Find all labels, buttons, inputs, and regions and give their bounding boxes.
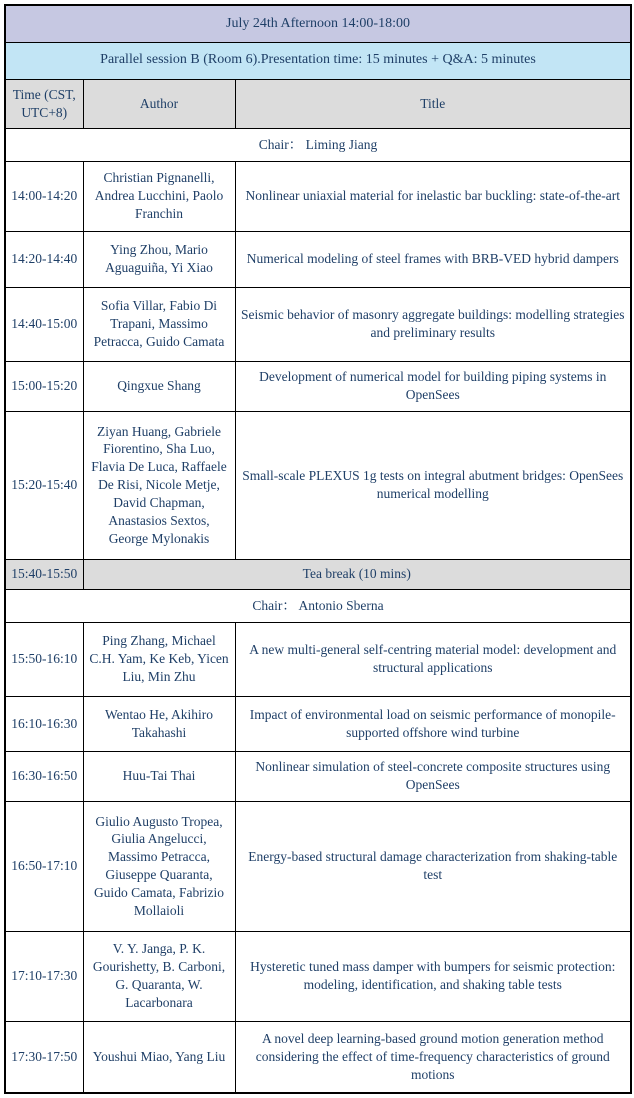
time-cell: 16:30-16:50: [5, 751, 83, 801]
author-cell: Christian Pignanelli, Andrea Lucchini, Paolo Franchin: [83, 161, 235, 231]
title-cell: Seismic behavior of masonry aggregate buildings: modelling strategies and preliminary results: [235, 287, 631, 361]
tea-break-row: [5, 559, 631, 589]
presentation-row: [5, 801, 631, 931]
presentation-row: [5, 751, 631, 801]
time-cell: 14:20-14:40: [5, 231, 83, 287]
column-header-author: Author: [83, 79, 235, 128]
tea-break-time: 15:40-15:50: [5, 559, 83, 589]
chair-row-2: [5, 589, 631, 622]
presentation-row: [5, 231, 631, 287]
title-cell: A novel deep learning-based ground motion generation method considering the effect of time-frequency characteristics of ground motions: [235, 1021, 631, 1093]
title-cell: Numerical modeling of steel frames with BRB-VED hybrid dampers: [235, 231, 631, 287]
column-header-time: Time (CST, UTC+8): [5, 79, 83, 128]
column-header-row: [5, 79, 631, 128]
presentation-row: [5, 161, 631, 231]
presentation-row: [5, 622, 631, 696]
chair-name-1: Chair： Liming Jiang: [5, 128, 631, 161]
banner-row: [5, 5, 631, 42]
session-date-title: July 24th Afternoon 14:00-18:00: [5, 5, 631, 42]
time-cell: 17:10-17:30: [5, 931, 83, 1021]
presentation-row: [5, 931, 631, 1021]
tea-break-label: Tea break (10 mins): [83, 559, 631, 589]
author-cell: Giulio Augusto Tropea, Giulia Angelucci, Massimo Petracca, Giuseppe Quaranta, Guido Camata, Fabrizio Mollaioli: [83, 801, 235, 931]
chair-row-1: [5, 128, 631, 161]
title-cell: Impact of environmental load on seismic performance of monopile-supported offshore wind turbine: [235, 696, 631, 751]
presentation-row: [5, 696, 631, 751]
schedule-table: [4, 4, 632, 1094]
time-cell: 15:00-15:20: [5, 361, 83, 411]
time-cell: 16:10-16:30: [5, 696, 83, 751]
author-cell: Wentao He, Akihiro Takahashi: [83, 696, 235, 751]
title-cell: Small-scale PLEXUS 1g tests on integral abutment bridges: OpenSees numerical modelling: [235, 411, 631, 559]
time-cell: 16:50-17:10: [5, 801, 83, 931]
time-cell: 17:30-17:50: [5, 1021, 83, 1093]
author-cell: Ping Zhang, Michael C.H. Yam, Ke Keb, Yicen Liu, Min Zhu: [83, 622, 235, 696]
time-cell: 14:00-14:20: [5, 161, 83, 231]
author-cell: Qingxue Shang: [83, 361, 235, 411]
presentation-row: [5, 411, 631, 559]
time-cell: 15:20-15:40: [5, 411, 83, 559]
author-cell: Ying Zhou, Mario Aguaguiña, Yi Xiao: [83, 231, 235, 287]
time-cell: 15:50-16:10: [5, 622, 83, 696]
chair-name-2: Chair： Antonio Sberna: [5, 589, 631, 622]
session-info: Parallel session B (Room 6).Presentation time: 15 minutes + Q&A: 5 minutes: [5, 42, 631, 79]
column-header-title: Title: [235, 79, 631, 128]
time-cell: 14:40-15:00: [5, 287, 83, 361]
title-cell: Development of numerical model for building piping systems in OpenSees: [235, 361, 631, 411]
author-cell: Youshui Miao, Yang Liu: [83, 1021, 235, 1093]
presentation-row: [5, 361, 631, 411]
author-cell: Huu-Tai Thai: [83, 751, 235, 801]
author-cell: Ziyan Huang, Gabriele Fiorentino, Sha Luo, Flavia De Luca, Raffaele De Risi, Nicole Metje, David Chapman, Anastasios Sextos, George Mylonakis: [83, 411, 235, 559]
title-cell: Nonlinear uniaxial material for inelastic bar buckling: state-of-the-art: [235, 161, 631, 231]
author-cell: Sofia Villar, Fabio Di Trapani, Massimo Petracca, Guido Camata: [83, 287, 235, 361]
title-cell: A new multi-general self-centring material model: development and structural applications: [235, 622, 631, 696]
session-info-row: [5, 42, 631, 79]
title-cell: Nonlinear simulation of steel-concrete composite structures using OpenSees: [235, 751, 631, 801]
presentation-row: [5, 1021, 631, 1093]
title-cell: Energy-based structural damage characterization from shaking-table test: [235, 801, 631, 931]
title-cell: Hysteretic tuned mass damper with bumpers for seismic protection: modeling, identification, and shaking table tests: [235, 931, 631, 1021]
presentation-row: [5, 287, 631, 361]
author-cell: V. Y. Janga, P. K. Gourishetty, B. Carboni, G. Quaranta, W. Lacarbonara: [83, 931, 235, 1021]
